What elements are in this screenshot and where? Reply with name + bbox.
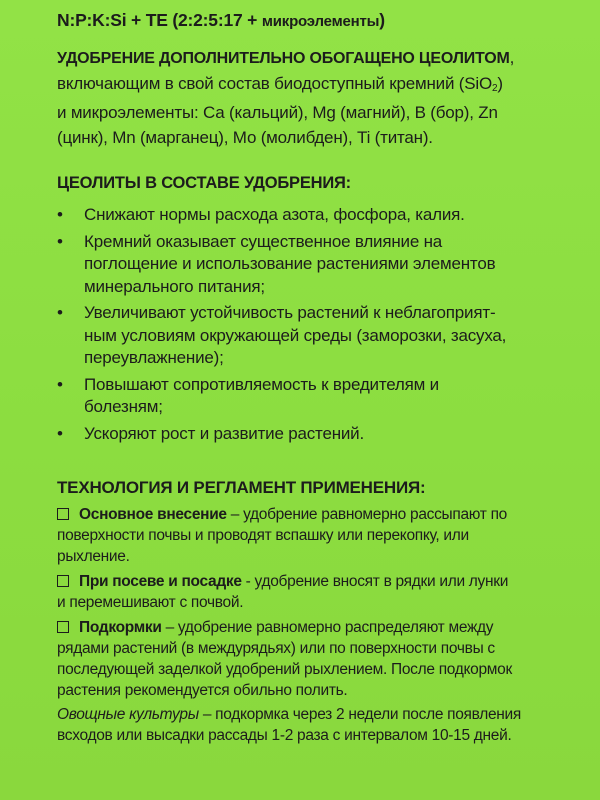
method-first-line [57, 504, 560, 525]
method-text: – удобрение равномерно распределяют между [161, 619, 494, 636]
vegetables-first-line [57, 704, 560, 725]
method-term: При посеве и посадке [79, 573, 242, 590]
list-item-line: поглощение и использование растениями элементов [84, 254, 496, 273]
list-item-line: Ускоряют рост и развитие растений. [84, 423, 365, 443]
list-item-line: ным условиям окружающей среды (заморозки, засуха, [84, 325, 507, 345]
checkbox-icon [57, 508, 69, 520]
method-text: – удобрение равномерно рассыпают по [226, 506, 507, 523]
checkbox-icon [57, 575, 69, 587]
list-item [57, 374, 560, 419]
method-first-line [57, 617, 560, 638]
bullet-icon: • [57, 303, 63, 322]
vegetables-note [57, 704, 560, 746]
formula-close: ) [379, 10, 385, 30]
formula-main: N:P:K:Si + TE (2:2:5:17 + [57, 10, 262, 30]
intro-lead: УДОБРЕНИЕ ДОПОЛНИТЕЛЬНО ОБОГАЩЕНО ЦЕОЛИТОМ [57, 50, 510, 67]
intro-line-2-subscript: 2 [491, 82, 498, 94]
method-line: последующей заделкой удобрений рыхлением. После подкормок [57, 661, 512, 678]
intro-line-4: (цинк), Mn (марганец), Мо (молибден), Ti (титан). [57, 127, 433, 147]
method-line: растения рекомендуется обильно полить. [57, 682, 348, 699]
list-item [57, 302, 560, 370]
checkbox-icon [57, 621, 69, 633]
list-item-line: минерального питания; [84, 276, 265, 296]
list-item-line: переувлажнение); [84, 348, 224, 367]
bullet-icon: • [57, 374, 63, 394]
vegetables-text: – подкормка через 2 недели после появления [198, 706, 522, 723]
intro-lead-comma: , [509, 48, 515, 67]
intro-line-2-close: ) [497, 73, 503, 93]
method-line: рядами растений (в междурядьях) или по поверхности почвы с [57, 640, 495, 657]
method-sowing-planting [57, 571, 560, 613]
bullet-icon: • [57, 423, 63, 443]
list-item-line: болезням; [84, 397, 163, 416]
intro-line-2-text: включающим в свой состав биодоступный кремний (SiO [57, 73, 492, 93]
list-item-line: Снижают нормы расхода азота, фосфора, калия. [84, 205, 465, 224]
list-item [57, 423, 560, 446]
formula-micro: микроэлементы [261, 13, 380, 30]
formula-line [57, 6, 560, 36]
list-item-line: Кремний оказывает существенное влияние на [84, 231, 443, 251]
vegetables-term: Овощные культуры [57, 706, 199, 723]
method-top-dressing [57, 617, 560, 701]
method-first-line [57, 571, 560, 592]
vegetables-line: всходов или высадки рассады 1-2 раза с интервалом 10-15 дней. [57, 727, 512, 744]
intro-paragraph [57, 46, 560, 150]
bullet-icon: • [57, 231, 63, 251]
bullet-icon: • [57, 205, 63, 224]
zeolites-list [57, 204, 560, 445]
technology-heading: ТЕХНОЛОГИЯ И РЕГЛАМЕНТ ПРИМЕНЕНИЯ: [57, 478, 426, 497]
method-line: и перемешивают с почвой. [57, 594, 244, 611]
zeolites-heading: ЦЕОЛИТЫ В СОСТАВЕ УДОБРЕНИЯ: [57, 174, 351, 192]
intro-line-3: и микроэлементы: Са (кальций), Mg (магний), В (бор), Zn [57, 103, 498, 122]
method-text: - удобрение вносят в рядки или лунки [241, 573, 509, 590]
list-item-line: Увеличивают устойчивость растений к неблагоприят- [84, 303, 496, 322]
intro-line-1 [57, 46, 560, 72]
method-basic-application [57, 504, 560, 567]
method-term: Основное внесение [79, 506, 227, 523]
list-item [57, 204, 560, 227]
method-line: поверхности почвы и проводят вспашку или перекопку, или [57, 527, 469, 544]
list-item-line: Повышают сопротивляемость к вредителям и [84, 374, 439, 394]
list-item [57, 231, 560, 299]
intro-line-2 [57, 72, 560, 102]
method-term: Подкормки [79, 619, 162, 636]
method-line: рыхление. [57, 548, 130, 565]
